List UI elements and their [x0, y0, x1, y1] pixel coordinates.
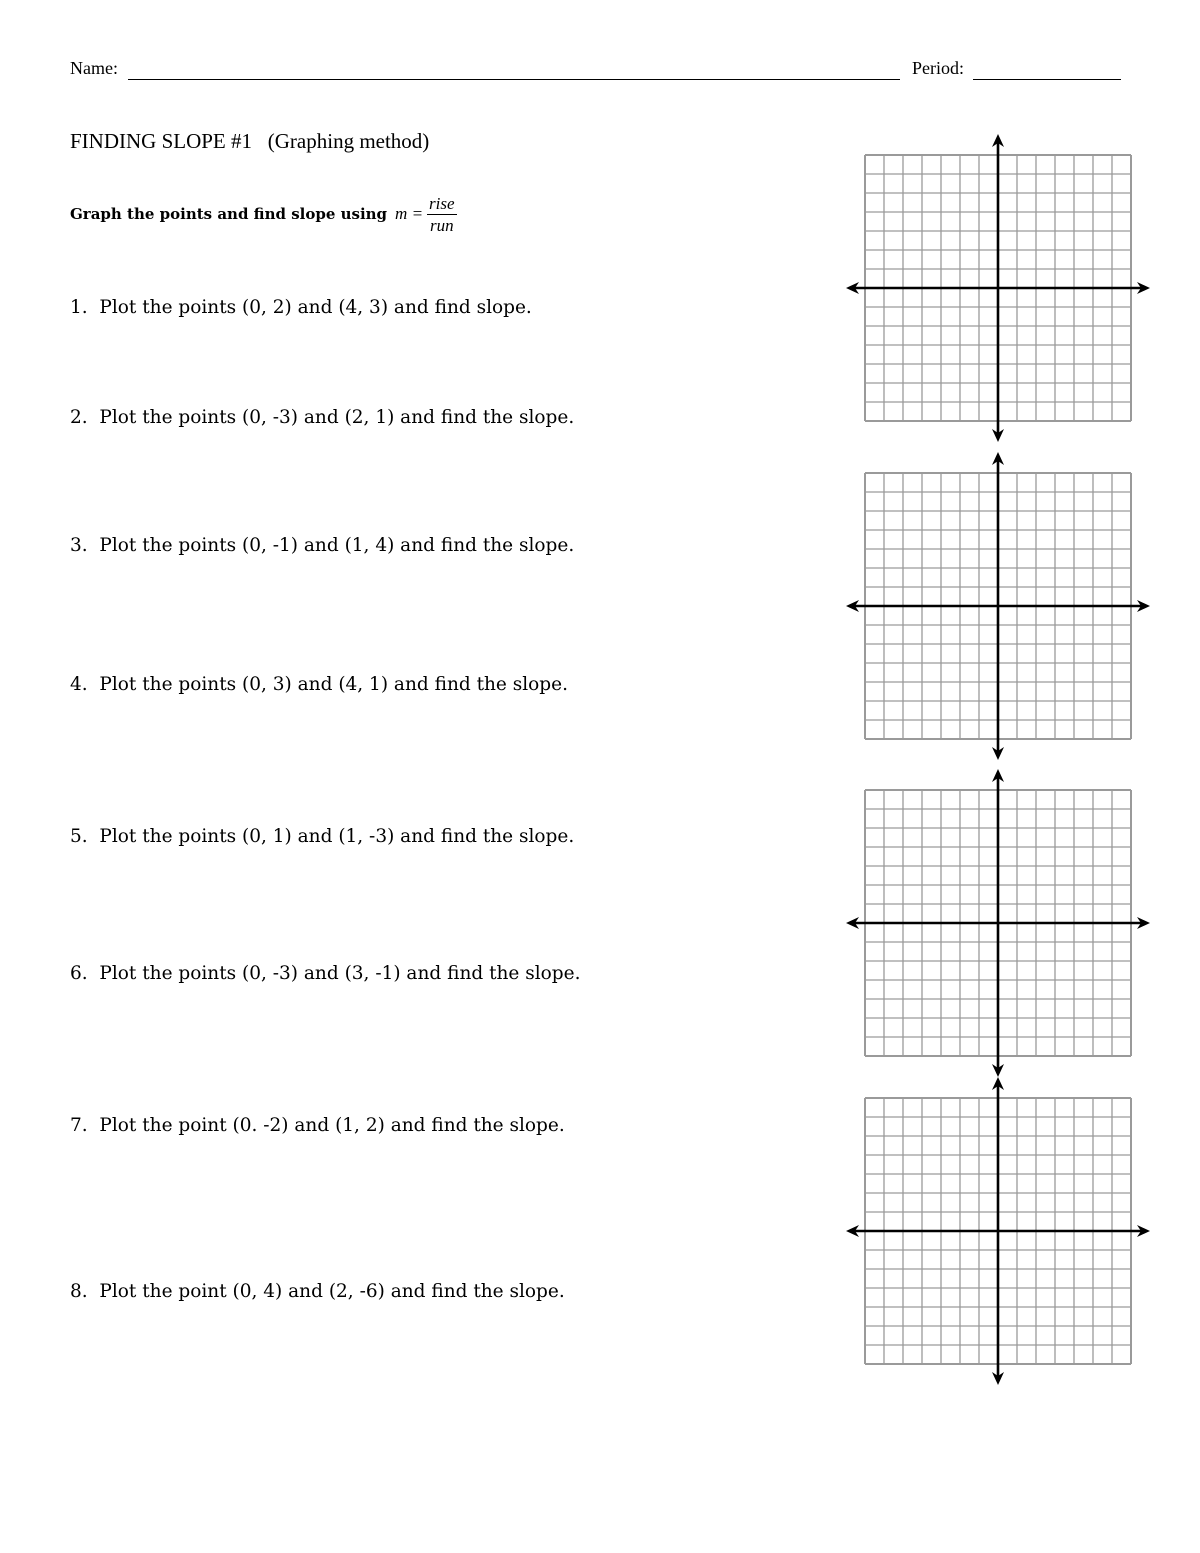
grid-svg — [845, 1076, 1151, 1386]
instruction-text: Graph the points and find slope using — [70, 205, 388, 223]
instructions — [70, 186, 457, 242]
formula-numerator: rise — [429, 193, 455, 213]
problem-3: 3. Plot the points (0, -1) and (1, 4) and find the slope. — [70, 535, 575, 556]
name-label: Name: — [70, 58, 118, 78]
header — [70, 56, 1122, 80]
problem-5: 5. Plot the points (0, 1) and (1, -3) and find the slope. — [70, 826, 575, 847]
problem-2: 2. Plot the points (0, -3) and (2, 1) and find the slope. — [70, 407, 575, 428]
name-field[interactable] — [128, 79, 900, 80]
problem-8: 8. Plot the point (0, 4) and (2, -6) and find the slope. — [70, 1281, 565, 1302]
grid-svg — [845, 768, 1151, 1078]
grid-svg — [845, 133, 1151, 443]
coordinate-grid-1[interactable] — [845, 133, 1151, 443]
formula-denominator: run — [429, 215, 454, 235]
period-label: Period: — [912, 58, 964, 78]
slope-formula — [395, 193, 457, 236]
coordinate-grid-4[interactable] — [845, 1076, 1151, 1386]
problem-6: 6. Plot the points (0, -3) and (3, -1) and find the slope. — [70, 963, 581, 984]
worksheet-title: FINDING SLOPE #1 (Graphing method) — [70, 129, 430, 153]
coordinate-grid-3[interactable] — [845, 768, 1151, 1078]
period-field[interactable] — [973, 79, 1121, 80]
grid-svg — [845, 451, 1151, 761]
coordinate-grid-2[interactable] — [845, 451, 1151, 761]
formula-lhs: m = — [395, 204, 424, 223]
problem-1: 1. Plot the points (0, 2) and (4, 3) and find slope. — [70, 297, 532, 318]
formula-fraction — [427, 193, 457, 236]
problem-7: 7. Plot the point (0. -2) and (1, 2) and find the slope. — [70, 1115, 565, 1136]
problem-4: 4. Plot the points (0, 3) and (4, 1) and find the slope. — [70, 674, 568, 695]
